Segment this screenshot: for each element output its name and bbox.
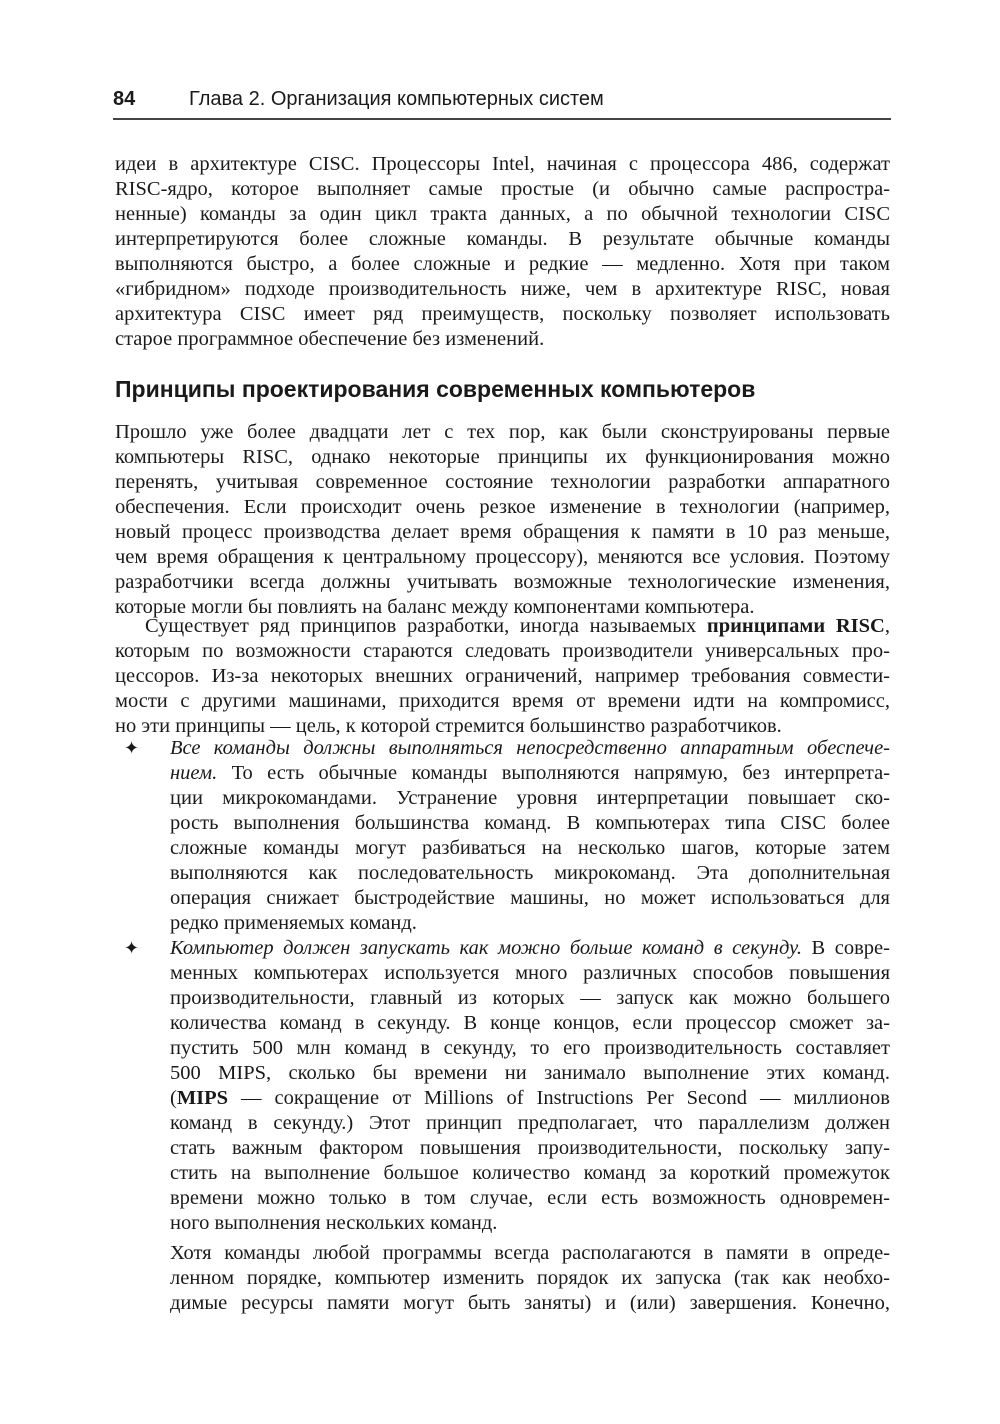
text-run: но эти принципы — цель, к которой стремится большинство разработчиков. — [115, 715, 782, 737]
text-line — [115, 470, 890, 495]
text-line — [170, 961, 890, 986]
text-run: интерпретируются более сложные команды. В результате обычные команды — [115, 228, 890, 250]
bullet-star-icon: ✦ — [124, 738, 140, 758]
text-line — [115, 614, 890, 639]
text-run: рость выполнения большинства команд. В компьютерах типа CISC более — [170, 812, 890, 834]
text-line — [115, 495, 890, 520]
text-line — [115, 302, 890, 327]
text-run: которым по возможности стараются следовать производители универсальных про- — [115, 640, 890, 662]
text-line — [115, 545, 890, 570]
text-run: архитектура CISC имеет ряд преимуществ, поскольку позволяет использовать — [115, 303, 890, 325]
text-run: стать важным фактором повышения производительности, поскольку запу- — [170, 1137, 890, 1159]
text-line — [115, 520, 890, 545]
text-line — [170, 811, 890, 836]
text-line — [170, 861, 890, 886]
text-line — [115, 420, 890, 445]
text-run: обеспечения. Если происходит очень резкое изменение в технологии (например, — [115, 496, 890, 518]
text-line — [170, 1186, 890, 1211]
text-line — [170, 736, 890, 761]
text-run: ленном порядке, компьютер изменить порядок их запуска (так как необхо- — [170, 1267, 890, 1289]
text-run: 500 MIPS, сколько бы времени ни занимало выполнение этих команд. — [170, 1062, 890, 1084]
section-heading: Принципы проектирования современных компьютеров — [115, 376, 756, 402]
text-run: перенять, учитывая современное состояние технологии разработки аппаратного — [115, 471, 890, 493]
running-header — [113, 84, 891, 120]
bold-term: MIPS — [176, 1087, 229, 1109]
text-run: которые могли бы повлиять на баланс между компонентами компьютера. — [115, 596, 755, 618]
text-line — [115, 327, 890, 352]
text-run: производительности, главный из которых — запуск как можно большего — [170, 987, 890, 1009]
text-line — [170, 1161, 890, 1186]
text-line — [170, 1111, 890, 1136]
paragraph-history — [115, 420, 890, 620]
text-line — [170, 886, 890, 911]
text-line — [170, 1061, 890, 1086]
text-run: Хотя команды любой программы всегда располагаются в памяти в опреде- — [170, 1242, 890, 1264]
text-run: — сокращение от Millions of Instructions Per Second — миллионов — [228, 1087, 890, 1109]
text-run: В совре- — [802, 937, 890, 959]
text-line — [170, 1266, 890, 1291]
chapter-title: Глава 2. Организация компьютерных систем — [189, 88, 604, 110]
bold-term: принципами RISC — [706, 615, 885, 637]
text-line — [170, 1036, 890, 1061]
italic-text: Компьютер должен запускать как можно больше команд в секунду. — [170, 937, 802, 959]
text-run: стить на выполнение большое количество команд за короткий промежуток — [170, 1162, 890, 1184]
text-run: ненные) команды за один цикл тракта данных, а по обычной технологии CISC — [115, 203, 890, 225]
text-line — [170, 836, 890, 861]
text-line — [115, 277, 890, 302]
text-run: чем время обращения к центральному процессору), меняются все условия. Поэтому — [115, 546, 890, 568]
text-line — [115, 689, 890, 714]
text-run: мости с другими машинами, приходится время от времени идти на компромисс, — [115, 690, 890, 712]
text-run: редко применяемых команд. — [170, 912, 417, 934]
text-line — [170, 936, 890, 961]
text-line — [170, 1136, 890, 1161]
text-line — [170, 1086, 890, 1111]
text-run: ( — [170, 1087, 177, 1109]
text-run: новый процесс производства делает время обращения к памяти в 10 раз меньше, — [115, 521, 890, 543]
text-line — [170, 1011, 890, 1036]
text-line — [170, 911, 890, 936]
text-run: пустить 500 млн команд в секунду, то его производительность составляет — [170, 1037, 890, 1059]
text-line — [170, 1291, 890, 1316]
text-line — [115, 445, 890, 470]
italic-text: Все команды должны выполняться непосредственно аппаратным обеспече- — [170, 737, 890, 759]
text-run: «гибридном» подходе производительность ниже, чем в архитектуре RISC, новая — [115, 278, 890, 300]
text-line — [170, 986, 890, 1011]
paragraph-instruction-order — [170, 1241, 890, 1316]
bullet-item-instruction-rate — [124, 936, 890, 1236]
text-line — [115, 570, 890, 595]
text-line — [115, 252, 890, 277]
italic-text: нием. — [170, 762, 218, 784]
text-line — [115, 202, 890, 227]
text-line — [170, 761, 890, 786]
text-run: менных компьютерах используется много различных способов повышения — [170, 962, 890, 984]
text-line — [115, 639, 890, 664]
text-line — [115, 152, 890, 177]
bullet-star-icon: ✦ — [124, 938, 140, 958]
text-run: димые ресурсы памяти могут быть заняты) и (или) завершения. Конечно, — [170, 1292, 890, 1314]
bullet-item-hardware-execution — [124, 736, 890, 936]
text-run: команд в секунду.) Этот принцип предполагает, что параллелизм должен — [170, 1112, 890, 1134]
text-run: времени можно только в том случае, если есть возможность одновремен- — [170, 1187, 890, 1209]
text-run: То есть обычные команды выполняются напрямую, без интерпрета- — [217, 762, 890, 784]
page-number: 84 — [113, 88, 136, 110]
text-run: RISC-ядро, которое выполняет самые простые (и обычно самые распростра- — [115, 178, 890, 200]
text-run: выполняются как последовательность микрокоманд. Эта дополнительная — [170, 862, 890, 884]
text-run: старое программное обеспечение без изменений. — [115, 328, 545, 350]
text-line — [115, 177, 890, 202]
text-run: разработчики всегда должны учитывать возможные технологические изменения, — [115, 571, 890, 593]
text-run: ции микрокомандами. Устранение уровня интерпретации повышает ско- — [170, 787, 890, 809]
text-run: идеи в архитектуре CISC. Процессоры Intel, начиная с процессора 486, содержат — [115, 153, 890, 175]
text-run: количества команд в секунду. В конце концов, если процессор сможет за- — [170, 1012, 890, 1034]
text-line — [170, 786, 890, 811]
text-run: операция снижает быстродействие машины, но может использоваться для — [170, 887, 890, 909]
text-line — [115, 227, 890, 252]
text-run: Прошло уже более двадцати лет с тех пор, как были сконструированы первые — [115, 421, 890, 443]
text-run: цессоров. Из-за некоторых внешних ограничений, например требования совмести- — [115, 665, 890, 687]
text-line — [115, 664, 890, 689]
paragraph-intro — [115, 152, 890, 352]
text-run: Существует ряд принципов разработки, иногда называемых — [145, 615, 707, 637]
paragraph-risc-principles — [115, 614, 890, 739]
text-run: , — [884, 615, 890, 637]
text-run: выполняются быстро, а более сложные и редкие — медленно. Хотя при таком — [115, 253, 890, 275]
text-line — [170, 1241, 890, 1266]
text-run: ного выполнения нескольких команд. — [170, 1212, 498, 1234]
text-run: сложные команды могут разбиваться на несколько шагов, которые затем — [170, 837, 890, 859]
text-run: компьютеры RISC, однако некоторые принципы их функционирования можно — [115, 446, 890, 468]
text-line — [170, 1211, 890, 1236]
